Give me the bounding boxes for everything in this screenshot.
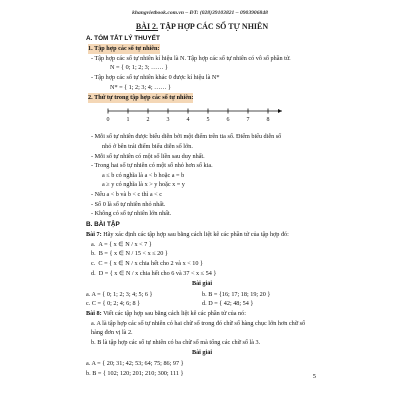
exercise-8-prompt: Bài 8: Viết các tập hợp sau bằng cách liệt kê các phần tử của nó:	[86, 310, 246, 318]
number-line-label: 0	[106, 116, 110, 123]
section-b-heading: B. BÀI TẬP	[86, 220, 120, 228]
text-line: - Tập hợp các số tự nhiên kí hiệu là N. Tập hợp các số tự nhiên có vô số phần tử.	[91, 54, 291, 62]
text-line: a ≤ b có nghĩa là a < b hoặc a = b	[102, 171, 185, 179]
answer-item: d. D = { 42; 48; 54 }	[202, 300, 254, 308]
number-line-label: 8	[266, 116, 270, 123]
number-line-label: 7	[246, 116, 250, 123]
number-line	[104, 105, 318, 129]
text-line: - Mỗi số tự nhiên có một số liền sau duy nhất.	[91, 152, 205, 160]
answer-item: b. B = { 102; 120; 201; 210; 300; 111 }	[86, 369, 184, 377]
number-line-label: 6	[226, 116, 230, 123]
exercise-item: b. B = { x ∈ N / 15 < x ≤ 20 }	[91, 250, 168, 258]
text-line: - Mỗi số tự nhiên được biểu diễn bởi một điểm trên tia số. Điểm biểu diễn số	[91, 133, 282, 141]
lesson-title-text: TẬP HỢP CÁC SỐ TỰ NHIÊN	[158, 22, 269, 31]
answer-item: a. A = { 20; 31; 42; 53; 64; 75; 86; 97 }	[86, 360, 184, 367]
answer-item: c. C = { 0; 2; 4; 6; 8 }	[86, 300, 141, 308]
page-header: khangvietbook.com.vn – ĐT: (028)39103821 – 0903906848	[132, 10, 268, 16]
number-line-label: 3	[166, 116, 170, 123]
answer-item: b. B = {16; 17; 18; 19; 20 }	[202, 290, 271, 298]
text-line: - Số 0 là số tự nhiên nhỏ nhất.	[91, 200, 166, 208]
number-line-label: 4	[186, 116, 190, 123]
number-line-label: 1	[126, 116, 130, 123]
text-line: N* = { 1; 2; 3; 4; …… }	[110, 83, 171, 91]
number-line-label: 5	[206, 116, 210, 123]
subsection-2-heading: 2. Thứ tự trong tập hợp các số tự nhiên:	[88, 94, 194, 102]
lesson-title	[86, 22, 318, 32]
exercise-item: c. C = { x ∈ N / x chia hết cho 2 và x < 10 }	[91, 260, 203, 268]
section-a-heading: A. TÓM TẮT LÝ THUYẾT	[86, 34, 160, 42]
text-line: - Không có số tự nhiên lớn nhất.	[91, 210, 172, 218]
answer-row	[86, 299, 318, 309]
subsection-1-heading: 1. Tập hợp các số tự nhiên:	[88, 45, 160, 53]
solution-heading: Bài giải	[191, 280, 213, 288]
number-line-arrow	[278, 109, 282, 113]
text-line: N = { 0; 1; 2; 3; …… }	[110, 64, 168, 72]
text-line: nhỏ ở bên trái điểm biểu diễn số lớn.	[102, 142, 193, 150]
text-line: a ≥ y có nghĩa là x > y hoặc x = y	[102, 181, 185, 189]
number-line-label: 2	[146, 116, 150, 123]
page-number: 5	[312, 373, 316, 381]
text-line: - Trong hai số tự nhiên có một số nhỏ hơn số kia.	[91, 162, 213, 170]
exercise-item: a. A là tập hợp các số tự nhiên có hai chữ số trong đó chữ số hàng chục lớn hơn chữ số hàng đơn vị là 2.	[91, 319, 306, 337]
lesson-number: BÀI 2.	[135, 22, 159, 31]
exercise-7-prompt: Bài 7: Hãy xác định các tập hợp sau bằng cách liệt kê các phần tử của tập hợp đó:	[86, 231, 289, 239]
number-line-svg	[104, 105, 294, 125]
exercise-item: b. B là tập hợp các số tự nhiên có ba chữ số mà tổng các chữ số là 3.	[91, 338, 261, 346]
text-line: - Tập hợp các số tự nhiên khác 0 được kí hiệu là N*	[91, 73, 220, 81]
document-body	[86, 22, 318, 378]
solution-heading: Bài giải	[191, 349, 213, 357]
answer-item: a. A = { 0; 1; 2; 3; 4; 5; 6 }	[86, 290, 153, 298]
exercise-item: d. D = { x ∈ N / x chia hết cho 6 và 37 < x ≤ 54 }	[91, 269, 217, 277]
exercise-item: a. A = { x ∈ N / x < 7 }	[91, 240, 152, 248]
answer-row	[86, 290, 318, 300]
text-line: - Nếu a < b và b < c thì a < c	[91, 190, 162, 198]
